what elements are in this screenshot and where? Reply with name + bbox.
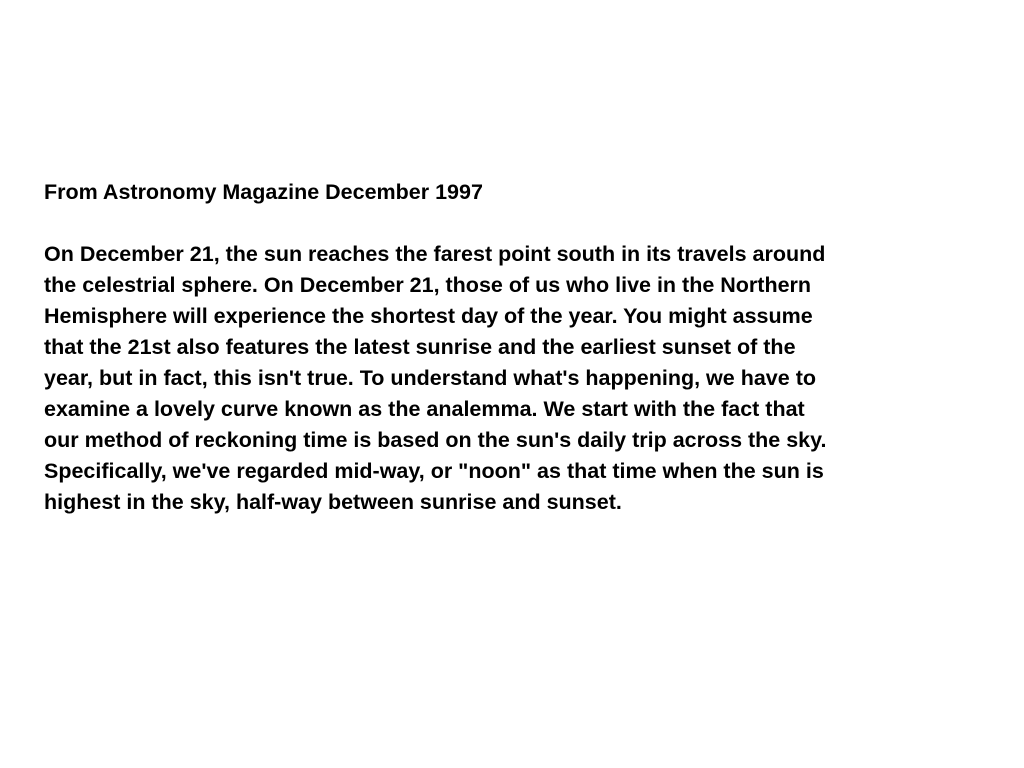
paragraph-line: examine a lovely curve known as the analemma. We start with the fact that bbox=[44, 397, 805, 421]
paragraph-line: highest in the sky, half-way between sunrise and sunset. bbox=[44, 490, 622, 514]
article-paragraph bbox=[44, 239, 994, 518]
paragraph-line: On December 21, the sun reaches the farest point south in its travels around bbox=[44, 242, 826, 266]
article-text-block bbox=[44, 177, 994, 518]
paragraph-line: our method of reckoning time is based on the sun's daily trip across the sky. bbox=[44, 428, 827, 452]
paragraph-line: that the 21st also features the latest sunrise and the earliest sunset of the bbox=[44, 335, 796, 359]
paragraph-line: Specifically, we've regarded mid-way, or "noon" as that time when the sun is bbox=[44, 459, 824, 483]
paragraph-line: Hemisphere will experience the shortest day of the year. You might assume bbox=[44, 304, 813, 328]
paragraph-line: the celestrial sphere. On December 21, those of us who live in the Northern bbox=[44, 273, 812, 297]
article-heading: From Astronomy Magazine December 1997 bbox=[44, 180, 483, 204]
paragraph-spacer bbox=[44, 208, 994, 239]
paragraph-line: year, but in fact, this isn't true. To understand what's happening, we have to bbox=[44, 366, 816, 390]
